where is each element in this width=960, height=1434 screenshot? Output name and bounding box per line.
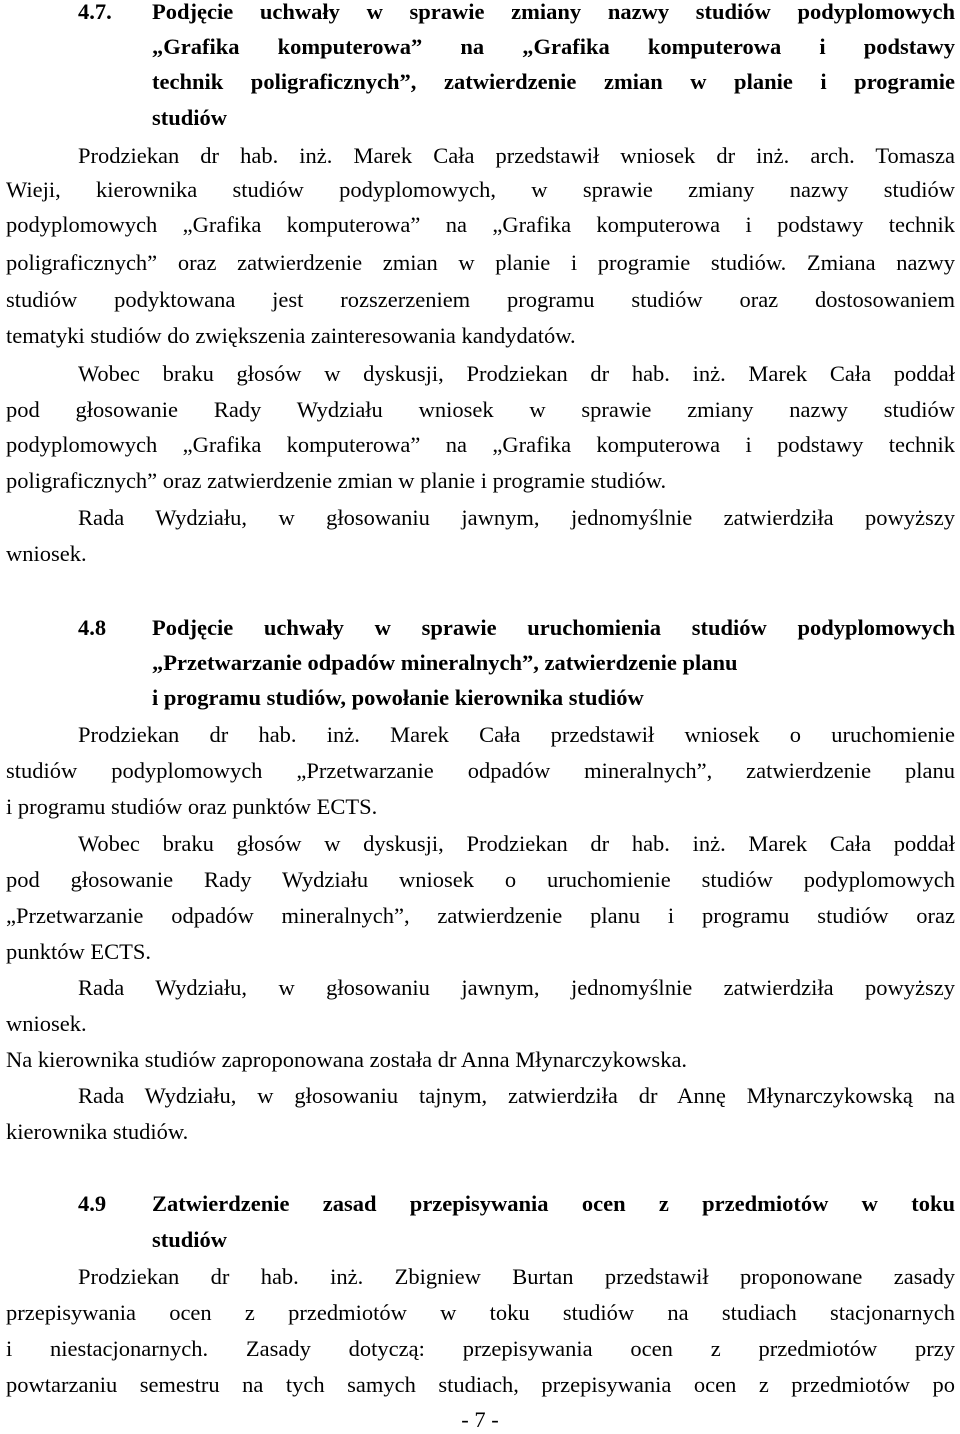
paragraph-line: pod głosowanie Rady Wydziału wniosek w sprawie zmiany nazwy studiów xyxy=(6,397,955,422)
section-heading-4-7-line-4: studiów xyxy=(152,105,228,130)
paragraph-line: wniosek. xyxy=(6,1011,87,1036)
section-heading-4-9-line-2: studiów xyxy=(152,1227,228,1252)
section-number-4-7: 4.7. xyxy=(78,0,112,24)
section-heading-4-8-line-1: Podjęcie uchwały w sprawie uruchomienia studiów podyplomowych xyxy=(152,615,955,640)
paragraph-line: pod głosowanie Rady Wydziału wniosek o uruchomienie studiów podyplomowych xyxy=(6,867,955,892)
paragraph-line: „Przetwarzanie odpadów mineralnych”, zatwierdzenie planu i programu studiów oraz xyxy=(6,903,955,928)
paragraph-line: Prodziekan dr hab. inż. Marek Cała przedstawił wniosek dr inż. arch. Tomasza xyxy=(78,143,955,168)
paragraph-line: Wobec braku głosów w dyskusji, Prodziekan dr hab. inż. Marek Cała poddał xyxy=(78,361,955,386)
section-heading-4-7-line-2: „Grafika komputerowa” na „Grafika komputerowa i podstawy xyxy=(152,34,955,59)
section-heading-4-9-line-1: Zatwierdzenie zasad przepisywania ocen z przedmiotów w toku xyxy=(152,1191,955,1216)
paragraph-line: tematyki studiów do zwiększenia zainteresowania kandydatów. xyxy=(6,323,576,348)
paragraph-line: i programu studiów oraz punktów ECTS. xyxy=(6,794,378,819)
paragraph-line: podyplomowych „Grafika komputerowa” na „Grafika komputerowa i podstawy technik xyxy=(6,432,955,457)
paragraph-line: studiów podyplomowych „Przetwarzanie odpadów mineralnych”, zatwierdzenie planu xyxy=(6,758,955,783)
paragraph-line: Rada Wydziału, w głosowaniu tajnym, zatwierdziła dr Annę Młynarczykowską na xyxy=(78,1083,955,1108)
paragraph-line: Wieji, kierownika studiów podyplomowych, w sprawie zmiany nazwy studiów xyxy=(6,177,955,202)
page-number: - 7 - xyxy=(461,1407,499,1432)
paragraph-line: poligraficznych” oraz zatwierdzenie zmian w planie i programie studiów. Zmiana nazwy xyxy=(6,250,955,275)
section-number-4-8: 4.8 xyxy=(78,615,107,640)
paragraph-line: i niestacjonarnych. Zasady dotyczą: przepisywania ocen z przedmiotów przy xyxy=(6,1336,955,1361)
section-heading-4-7-line-1: Podjęcie uchwały w sprawie zmiany nazwy studiów podyplomowych xyxy=(152,0,955,24)
paragraph-line: kierownika studiów. xyxy=(6,1119,189,1144)
section-heading-4-8-line-3: i programu studiów, powołanie kierownika studiów xyxy=(152,685,644,710)
paragraph-line: Na kierownika studiów zaproponowana została dr Anna Młynarczykowska. xyxy=(6,1047,688,1072)
section-heading-4-7-line-3: technik poligraficznych”, zatwierdzenie zmian w planie i programie xyxy=(152,69,955,94)
paragraph-line: przepisywania ocen z przedmiotów w toku studiów na studiach stacjonarnych xyxy=(6,1300,955,1325)
paragraph-line: Rada Wydziału, w głosowaniu jawnym, jednomyślnie zatwierdziła powyższy xyxy=(78,505,955,530)
paragraph-line: Wobec braku głosów w dyskusji, Prodziekan dr hab. inż. Marek Cała poddał xyxy=(78,831,955,856)
paragraph-line: wniosek. xyxy=(6,541,87,566)
paragraph-line: studiów podyktowana jest rozszerzeniem programu studiów oraz dostosowaniem xyxy=(6,287,955,312)
paragraph-line: punktów ECTS. xyxy=(6,939,152,964)
paragraph-line: powtarzaniu semestru na tych samych studiach, przepisywania ocen z przedmiotów po xyxy=(6,1372,955,1397)
section-number-4-9: 4.9 xyxy=(78,1191,107,1216)
paragraph-line: Rada Wydziału, w głosowaniu jawnym, jednomyślnie zatwierdziła powyższy xyxy=(78,975,955,1000)
section-heading-4-8-line-2: „Przetwarzanie odpadów mineralnych”, zatwierdzenie planu xyxy=(152,650,738,675)
paragraph-line: Prodziekan dr hab. inż. Marek Cała przedstawił wniosek o uruchomienie xyxy=(78,722,955,747)
paragraph-line: Prodziekan dr hab. inż. Zbigniew Burtan przedstawił proponowane zasady xyxy=(78,1264,955,1289)
paragraph-line: poligraficznych” oraz zatwierdzenie zmian w planie i programie studiów. xyxy=(6,468,667,493)
paragraph-line: podyplomowych „Grafika komputerowa” na „Grafika komputerowa i podstawy technik xyxy=(6,212,955,237)
